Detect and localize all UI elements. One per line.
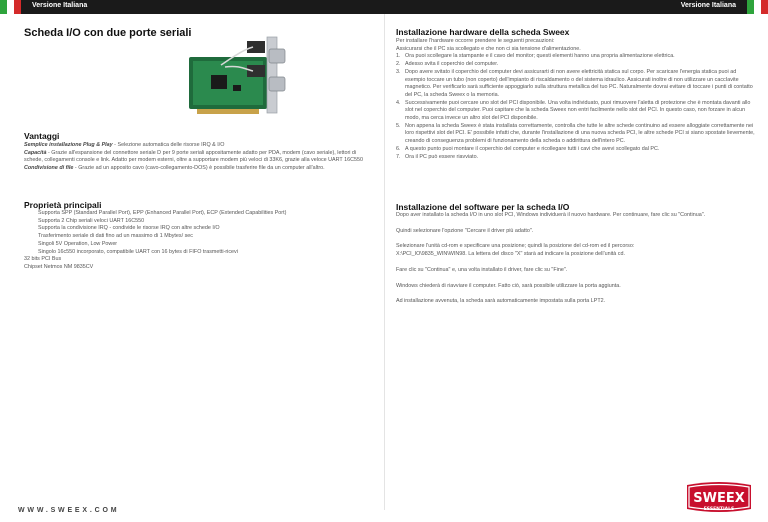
list-item: Singolo 16c550 incorporato, compatibile UART con 16 bytes di FIFO trasmetti-ricevi — [38, 248, 238, 255]
intro-line: Assicurarsi che il PC sia scollegato e che non ci sia tensione d'alimentazione. — [396, 45, 581, 52]
list-item: Trasferimento seriale di dati fino ad un massimo di 1 Mbytes/ sec — [38, 233, 193, 240]
feature-text: - Grazie all'espansione del connettore seriale D per 9 porte seriali appositamente adatto per PDA, modem (cavo seriale), lettori di schede, collegamenti console e link. Adatto per modem esterni, oltre a supportare modem più veloci di 33K6, grazie alla veloce UART 16C550 — [24, 149, 363, 164]
feature-term: Condivisione di file — [24, 165, 74, 172]
list-item: Chipset Netmos NM 9835CV — [24, 263, 94, 270]
column-divider — [384, 14, 385, 510]
list-item: 3. Dopo avere svitato il coperchio del computer devi assicurarti di non avere elettricità statica sul corpo. Per scaricare l'energia statica puoi ad esempio toccare un tubo (non coperto) dell'impianto di riscaldamento o del sistema idraulico. Assicurati inoltre di non utilizzare un caccIavite magnetico. Per verificarlo sarà sufficiente appoggiarlo sulla struttura metallica del tuo PC. Naturalmente dovrai evitare di toccare i punti di contatto del PC, la scheda Sweex o la memoria. — [396, 68, 753, 98]
feature-text: - Selezione automatica delle risorse IRQ & I/O — [112, 142, 225, 148]
feature-term: Semplice installazione Plug & Play — [24, 142, 113, 148]
paragraph: Quindi selezionare l'opzione "Cercare il driver più adatto". — [396, 227, 534, 234]
language-label-right: Versione Italiana — [680, 2, 736, 9]
paragraph: Selezionare l'unità cd-rom e specificare una posizione; quindi la posizione del cd-rom ed il percorso: — [396, 243, 635, 250]
language-label-left: Versione Italiana — [32, 2, 88, 9]
paragraph: Fare clic su "Continua" e, una volta installato il driver, fare clic su "Fine". — [396, 266, 568, 273]
features-text — [24, 142, 374, 173]
hardware-text — [396, 38, 756, 161]
top-bar — [0, 0, 768, 14]
list-item: Supporta 2 Chip seriali veloci UART 16C550 — [38, 217, 145, 224]
properties-list — [24, 210, 354, 272]
paragraph: Ad installazione avvenuta, la scheda sarà automaticamente impostata sulla porta LPT2. — [396, 298, 606, 305]
list-item: 1. Ora puoi scollegare la stampante e il cavo del monitor; questi elementi hanno una propria alimentazione elettrica. — [396, 53, 675, 60]
list-item: 5. Non appena la scheda Sweex è stata installata correttamente, controlla che tutte le altre schede continuino ad essere alloggiate correttamente nei loro rispettivi slot del PCI. E' possibile infatti che, durante l'installazione di una nuova scheda PCI, le altre schede PCI si siano spostate lievemente, creando di conseguenza problemi di funzionamento della scheda o addirittura dell'intero PC. — [396, 122, 755, 145]
list-item: 6. A questo punto puoi montare il coperchio del computer e ricollegare tutti i cavi che avevi scollegato dal PC. — [396, 145, 660, 152]
pci-card-image — [181, 35, 291, 121]
list-item: 7. Ora il PC può essere riavviato. — [396, 153, 479, 160]
feature-term: Capacità — [24, 149, 47, 156]
list-item: Singoli 5V Operation, Low Power — [38, 240, 118, 247]
italian-flag-icon — [0, 0, 21, 14]
logo-text: SWEEX — [693, 491, 745, 506]
feature-text: - Grazie ad un apposito cavo (cavo-collegamento-DOS) è possibile trasferire file da un computer all'altro. — [73, 165, 325, 172]
software-text — [396, 212, 756, 306]
italian-flag-icon — [747, 0, 768, 14]
logo-subtext: ESSENTIALS — [703, 507, 735, 512]
list-item: Supporta SPP (Standard Parallel Port), EPP (Enhanced Parallel Port), ECP (Extended Capabilities Port) — [38, 210, 287, 216]
paragraph: X:\PCI_IO\9835_WIN\WIN98. La lettera del disco "X" starà ad indicare la posizione dell'unità cd. — [396, 251, 625, 258]
list-item: 32 bits PCI Bus — [24, 256, 62, 263]
sweex-logo — [683, 481, 755, 517]
software-heading: Installazione del software per la scheda I/O — [396, 202, 570, 212]
intro-line: Per installare l'hardware occorre prendere le seguenti precauzioni: — [396, 38, 555, 44]
page-title: Scheda I/O con due porte seriali — [24, 27, 192, 39]
features-heading: Vantaggi — [24, 131, 60, 141]
list-item: 4. Successivamente puoi cercare uno slot del PCI disponibile. Una volta individuato, puoi rimuovere l'aletta di protezione che è montata davanti allo slot nel coperchio del computer. Puoi capitare che la scheda Sweex non entri facilmente nello slot del PCI. In questo caso, non forzare in alcun modo, ma cerca invece un altro slot del PCI disponibile. — [396, 99, 751, 122]
paragraph: Dopo aver installato la scheda I/O in uno slot PCI, Windows individuerà il nuovo hardware. Per continuare, fare clic su "Continua". — [396, 212, 706, 218]
hardware-heading: Installazione hardware della scheda Sweex — [396, 27, 570, 37]
website-url: WWW.SWEEX.COM — [18, 507, 120, 514]
steps-list — [396, 53, 756, 161]
list-item: Supporta la condivisione IRQ - condivide le risorse IRQ con altre schede I/O — [38, 225, 220, 232]
paragraph: Windows chiederà di riavviare il computer. Fatto ciò, sarà possibile utilizzare la porta aggiunta. — [396, 282, 621, 289]
list-item: 2. Adesso svita il coperchio del computer. — [396, 61, 499, 68]
properties-heading: Proprietà principali — [24, 200, 102, 210]
